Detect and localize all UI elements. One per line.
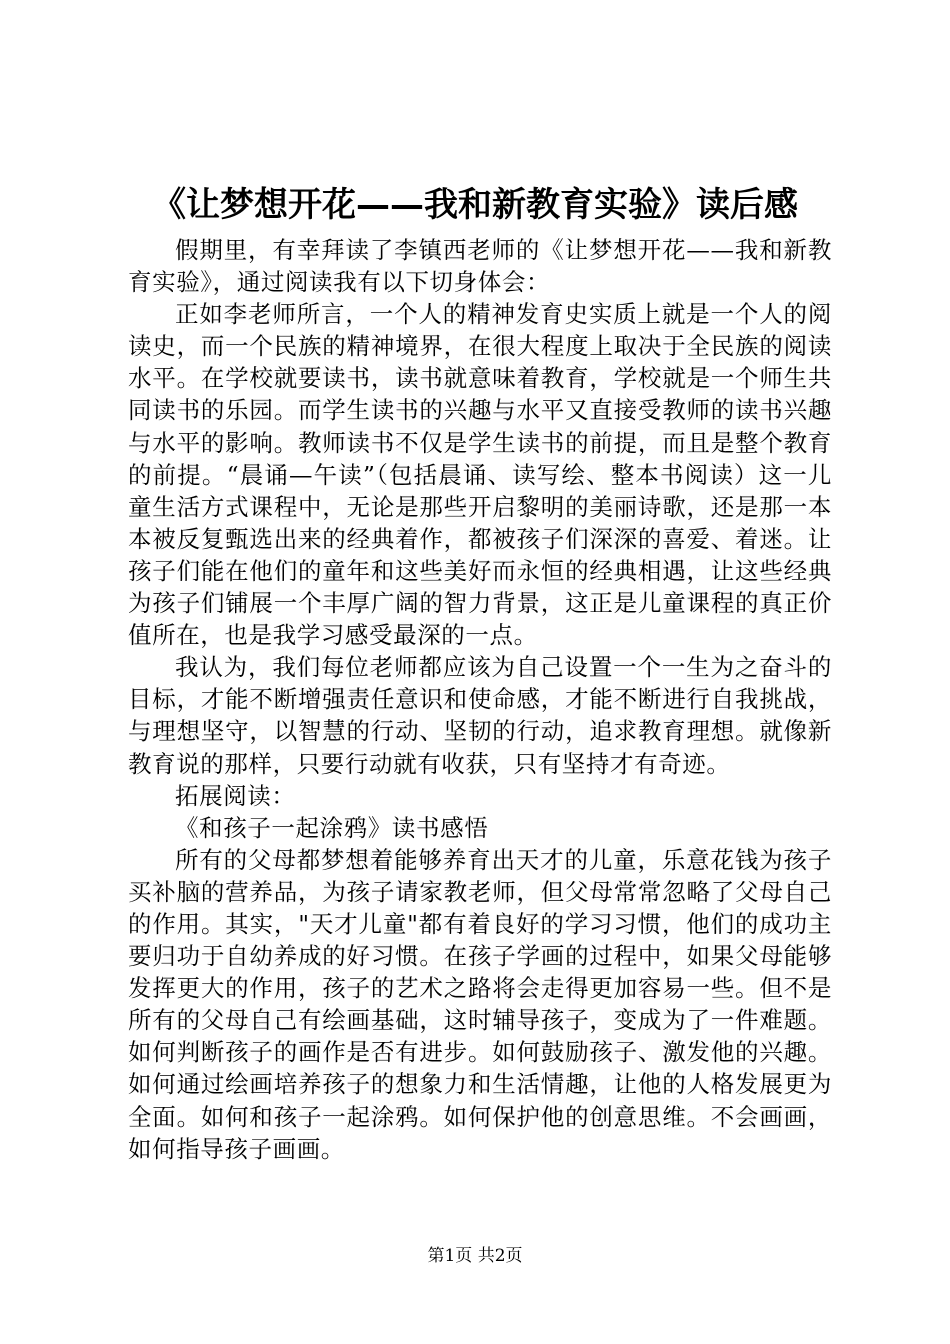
paragraph-teacher-goal: 我认为，我们每位老师都应该为自己设置一个一生为之奋斗的目标，才能不断增强责任意识和使命感，才能不断进行自我挑战，与理想坚守，以智慧的行动、坚韧的行动，追求教育理想。就像新教育说的那样，只要行动就有收获，只有坚持才有奇迹。 (128, 653, 832, 778)
extended-reading-title: 《和孩子一起涂鸦》读书感悟 (175, 813, 489, 842)
paragraph-intro: 假期里，有幸拜读了李镇西老师的《让梦想开花——我和新教育实验》，通过阅读我有以下切身体会： (128, 236, 832, 297)
paragraph-reading-history: 正如李老师所言，一个人的精神发育史实质上就是一个人的阅读史，而一个民族的精神境界，在很大程度上取决于全民族的阅读水平。在学校就要读书，读书就意味着教育，学校就是一个师生共同读书的乐园。而学生读书的兴趣与水平又直接受教师的读书兴趣与水平的影响。教师读书不仅是学生读书的前提，而且是整个教育的前提。“晨诵—午读”（包括晨诵、读写绘、整本书阅读）这一儿童生活方式课程中，无论是那些开启黎明的美丽诗歌，还是那一本本被反复甄选出来的经典着作，都被孩子们深深的喜爱、着迷。让孩子们能在他们的童年和这些美好而永恒的经典相遇，让这些经典为孩子们铺展一个丰厚广阔的智力背景，这正是儿童课程的真正价值所在，也是我学习感受最深的一点。 (128, 300, 832, 650)
document-title: 《让梦想开花——我和新教育实验》读后感 (152, 185, 798, 225)
page-number-footer: 第1页 共2页 (427, 1246, 523, 1266)
paragraph-parents-drawing: 所有的父母都梦想着能够养育出天才的儿童，乐意花钱为孩子买补脑的营养品，为孩子请家教老师，但父母常常忽略了父母自己的作用。其实，"天才儿童"都有着良好的学习习惯，他们的成功主要归功于自幼养成的好习惯。在孩子学画的过程中，如果父母能够发挥更大的作用，孩子的艺术之路将会走得更加容易一些。但不是所有的父母自己有绘画基础，这时辅导孩子，变成为了一件难题。如何判断孩子的画作是否有进步。如何鼓励孩子、激发他的兴趣。如何通过绘画培养孩子的想象力和生活情趣，让他的人格发展更为全面。如何和孩子一起涂鸦。如何保护他的创意思维。不会画画，如何指导孩子画画。 (128, 845, 832, 1163)
extended-reading-label: 拓展阅读： (175, 781, 296, 810)
document-body (128, 234, 832, 1165)
